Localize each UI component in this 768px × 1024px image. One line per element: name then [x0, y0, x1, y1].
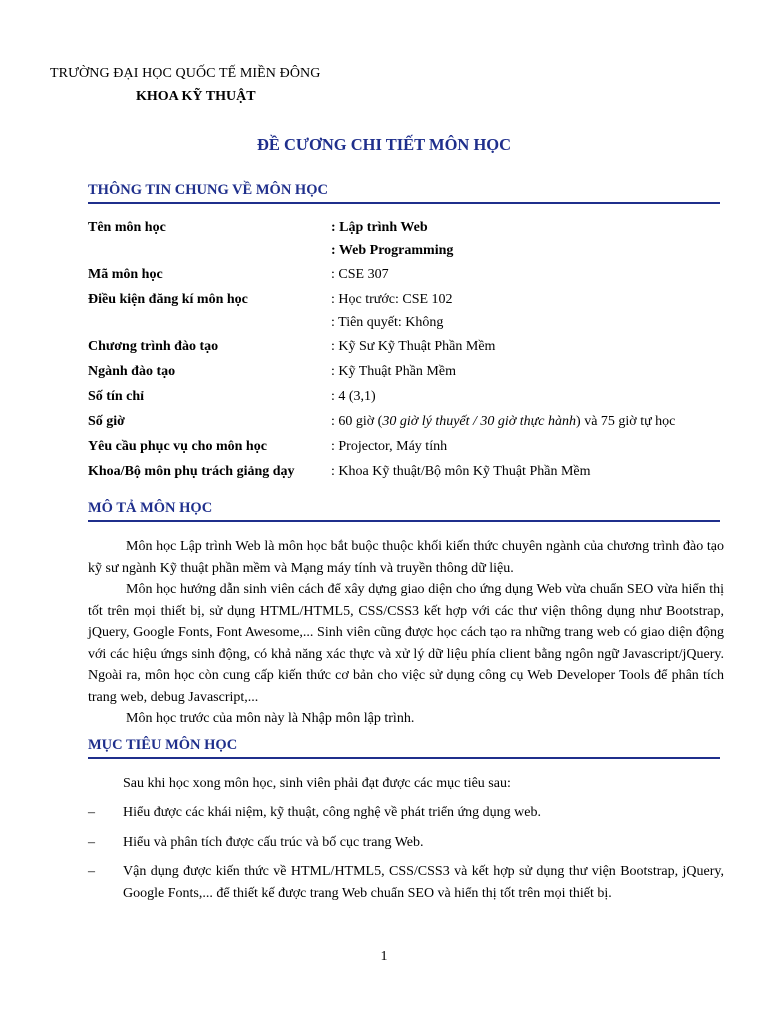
info-label: Chương trình đào tạo	[88, 339, 219, 354]
goals-intro: Sau khi học xong môn học, sinh viên phải đạt được các mục tiêu sau:	[123, 776, 511, 791]
dash-bullet: –	[88, 834, 95, 850]
info-row-major	[88, 360, 728, 385]
info-row-hours	[88, 410, 728, 435]
info-label: Tên môn học	[88, 220, 166, 235]
info-value: : Kỹ Thuật Phần Mềm	[331, 364, 456, 379]
info-row-prerequisites	[88, 288, 728, 335]
course-goals	[88, 773, 724, 912]
goals-list	[88, 802, 724, 904]
hours-breakdown: 30 giờ lý thuyết / 30 giờ thực hành	[382, 414, 577, 429]
info-value: : Lập trình Web	[331, 220, 428, 235]
course-description	[88, 536, 724, 730]
info-value: : Tiên quyết: Không	[331, 315, 444, 330]
info-value: : CSE 307	[331, 267, 389, 282]
info-label: Yêu cầu phục vụ cho môn học	[88, 439, 267, 454]
info-row-credits	[88, 385, 728, 410]
description-paragraph: Môn học hướng dẫn sinh viên cách để xây dựng giao diện cho ứng dụng Web vừa chuẩn SEO vừa hiển thị tốt trên mọi thiết bị, sử dụng HTML/HTML5, CSS/CSS3 kết hợp với các thư viện thông dụng như Bootstrap, jQuery, Google Fonts, Font Awesome,... Sinh viên cũng được học cách tạo ra những trang web có giao diện động với các hiệu ứngs sinh động, có khả năng xác thực và xử lý dữ liệu phía client bằng ngôn ngữ Javascript/jQuery. Ngoài ra, môn học còn cung cấp kiến thức cơ bản cho việc sử dụng công cụ Web Developer Tools để phân tích trang web, debug Javascript,...	[88, 582, 724, 705]
dash-bullet: –	[88, 864, 95, 879]
info-row-department	[88, 460, 728, 485]
course-info-table	[88, 216, 728, 485]
university-name: TRƯỜNG ĐẠI HỌC QUỐC TẾ MIỀN ĐÔNG	[50, 66, 321, 81]
info-label: Ngành đào tạo	[88, 364, 176, 379]
info-row-program	[88, 335, 728, 360]
info-value: : 4 (3,1)	[331, 389, 376, 404]
document-title: ĐỀ CƯƠNG CHI TIẾT MÔN HỌC	[256, 135, 512, 154]
info-row-course-code	[88, 263, 728, 288]
info-label: Mã môn học	[88, 267, 163, 282]
info-value: : Kỹ Sư Kỹ Thuật Phần Mềm	[331, 339, 496, 354]
info-label: Khoa/Bộ môn phụ trách giảng dạy	[88, 464, 295, 479]
info-value: : Học trước: CSE 102	[331, 292, 453, 307]
list-item: – Hiểu và phân tích được cấu trúc và bố cục trang Web.	[88, 832, 724, 854]
description-paragraph: Môn học trước của môn này là Nhập môn lập trình.	[126, 711, 415, 726]
info-value: : Web Programming	[331, 243, 454, 258]
description-paragraph: Môn học Lập trình Web là môn học bắt buộc thuộc khối kiến thức chuyên ngành của chương trình đào tạo kỹ sư ngành Kỹ thuật phần mềm và Mạng máy tính và truyền thông dữ liệu.	[88, 539, 724, 576]
page-number: 1	[380, 949, 388, 964]
faculty-name: KHOA KỸ THUẬT	[136, 89, 256, 104]
info-label: Số tín chỉ	[88, 389, 145, 404]
section-heading-goals: MỤC TIÊU MÔN HỌC	[88, 737, 720, 759]
list-item: – Hiểu được các khái niệm, kỹ thuật, công nghệ về phát triển ứng dụng web.	[88, 802, 724, 824]
info-label: Điều kiện đăng kí môn học	[88, 292, 248, 307]
section-heading-description: MÔ TẢ MÔN HỌC	[88, 500, 720, 522]
info-value: : 60 giờ (30 giờ lý thuyết / 30 giờ thực hành) và 75 giờ tự học	[331, 414, 676, 429]
info-value: : Khoa Kỹ thuật/Bộ môn Kỹ Thuật Phần Mềm	[331, 464, 591, 479]
info-label: Số giờ	[88, 414, 125, 429]
list-item: – Vận dụng được kiến thức về HTML/HTML5, CSS/CSS3 và kết hợp sử dụng thư viện Bootstrap, jQuery, Google Fonts,... để thiết kế được trang Web chuẩn SEO và hiển thị tốt trên mọi thiết bị.	[88, 861, 724, 904]
dash-bullet: –	[88, 805, 95, 820]
info-value: : Projector, Máy tính	[331, 439, 448, 454]
info-row-course-name	[88, 216, 728, 263]
section-heading-general-info: THÔNG TIN CHUNG VỀ MÔN HỌC	[88, 182, 720, 204]
info-row-requirements	[88, 435, 728, 460]
